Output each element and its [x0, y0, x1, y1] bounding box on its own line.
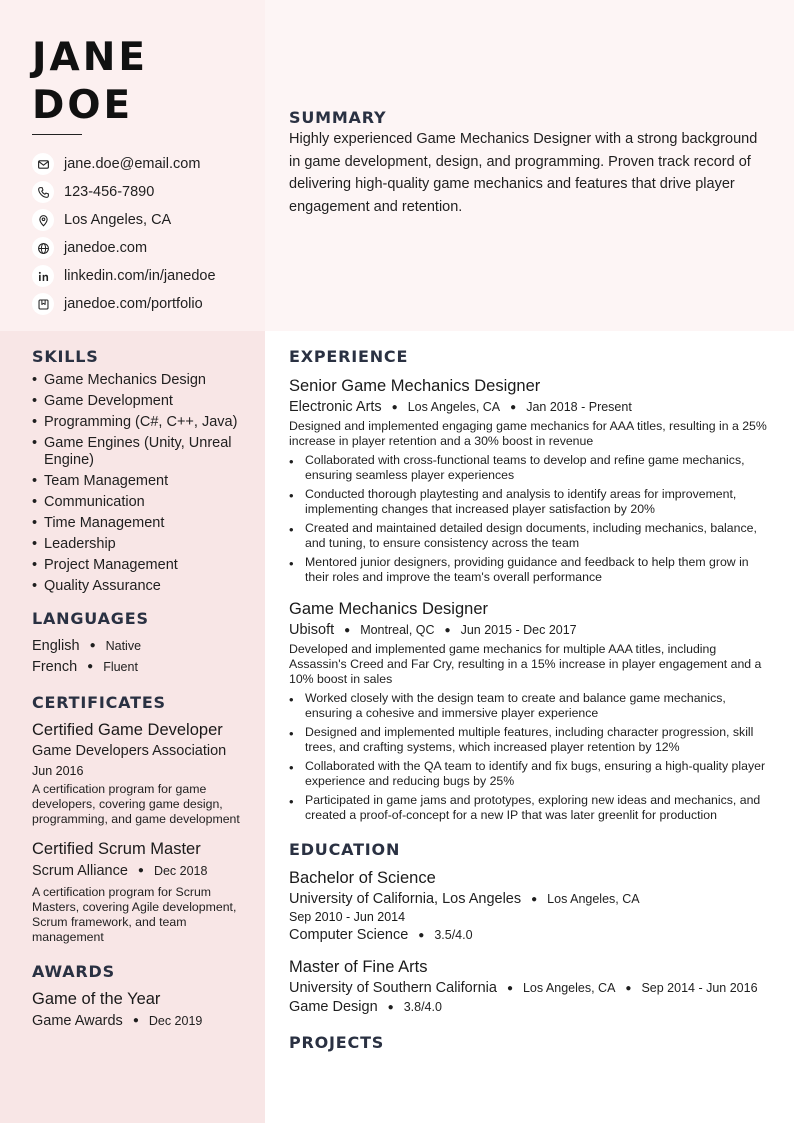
job-bullet: • Participated in game jams and prototypes, exploring new ideas and mechanics, and created a proof-of-concept for a new IP that was later greenlit for production	[289, 793, 773, 823]
skill-item: • Game Development	[32, 393, 247, 410]
contact-linkedin[interactable]	[32, 262, 257, 290]
job-description: Developed and implemented game mechanics for multiple AAA titles, including Assassin's Creed and Far Cry, resulting in a 15% increase in player engagement and a 10% boost in sales	[289, 642, 762, 686]
education-item	[289, 957, 773, 1015]
job-item	[289, 599, 773, 823]
certificate-desc: A certification program for Scrum Masters, covering Agile development, Scrum framework, and team management	[32, 885, 237, 944]
skill-item: • Team Management	[32, 473, 247, 490]
separator-dot: ●	[531, 893, 538, 905]
education-field-row	[289, 927, 773, 943]
contact-text: janedoe.com/portfolio	[64, 296, 203, 312]
certificate-meta	[32, 860, 247, 881]
location-icon	[32, 209, 54, 231]
contact-text: Los Angeles, CA	[64, 212, 172, 228]
education-field: Computer Science	[289, 927, 409, 943]
award-meta	[32, 1010, 247, 1031]
languages-heading: LANGUAGES	[32, 609, 149, 628]
education-dates: Sep 2010 - Jun 2014	[289, 910, 406, 924]
education-field: Game Design	[289, 999, 378, 1015]
separator-dot: ●	[132, 1015, 139, 1026]
language-item	[32, 656, 247, 677]
contact-email[interactable]	[32, 150, 257, 178]
skill-item: • Programming (C#, C++, Java)	[32, 414, 247, 431]
job-bullets	[289, 453, 773, 585]
language-name: French	[32, 658, 78, 675]
certificates-heading: CERTIFICATES	[32, 693, 166, 712]
job-bullet: • Worked closely with the design team to create and balance game mechanics, ensuring a cohesive and immersive player experience	[289, 691, 773, 721]
contact-text: jane.doe@email.com	[64, 156, 201, 172]
education-location: Los Angeles, CA	[547, 892, 640, 906]
separator-dot: ●	[506, 982, 513, 994]
skill-item: • Quality Assurance	[32, 578, 247, 595]
education-location: Los Angeles, CA	[522, 981, 616, 995]
job-meta	[289, 399, 773, 415]
candidate-name	[32, 34, 148, 130]
education-gpa: 3.5/4.0	[434, 928, 473, 942]
job-location: Montreal, QC	[360, 623, 435, 637]
separator-dot: ●	[625, 982, 632, 994]
award-date: Dec 2019	[148, 1013, 203, 1028]
phone-icon	[32, 181, 54, 203]
language-level: Fluent	[103, 659, 138, 674]
language-name: English	[32, 637, 80, 654]
projects-heading: PROJECTS	[289, 1033, 385, 1052]
contact-phone[interactable]	[32, 178, 257, 206]
separator-dot: ●	[344, 624, 351, 636]
job-bullet: • Mentored junior designers, providing guidance and feedback to help them grow in their roles and improve the team's overall performance	[289, 555, 773, 585]
education-degree: Master of Fine Arts	[289, 958, 428, 976]
job-meta	[289, 622, 773, 638]
contact-text: 123-456-7890	[64, 184, 155, 200]
separator-dot: ●	[418, 929, 425, 941]
job-bullet: • Designed and implemented multiple features, including character progression, skill trees, and crafting systems, which increased player retention by 12%	[289, 725, 773, 755]
skills-heading: SKILLS	[32, 347, 99, 366]
separator-dot: ●	[510, 401, 517, 413]
job-location: Los Angeles, CA	[407, 400, 501, 414]
skill-item: • Game Engines (Unity, Unreal Engine)	[32, 435, 247, 469]
skill-item: • Game Mechanics Design	[32, 372, 247, 389]
job-bullets	[289, 691, 773, 823]
skill-item: • Time Management	[32, 515, 247, 532]
job-item	[289, 376, 773, 585]
job-title: Senior Game Mechanics Designer	[289, 377, 541, 395]
left-column	[32, 347, 247, 1031]
education-meta	[289, 980, 773, 996]
education-degree: Bachelor of Science	[289, 869, 436, 887]
job-description: Designed and implemented engaging game mechanics for AAA titles, resulting in a 25% increase in player retention and a 30% boost in revenue	[289, 419, 767, 448]
job-bullet: • Conducted thorough playtesting and analysis to identify areas for improvement, implementing changes that increased player satisfaction by 20%	[289, 487, 773, 517]
language-item	[32, 635, 247, 656]
skills-list	[32, 372, 247, 595]
award-title: Game of the Year	[32, 990, 161, 1008]
separator-dot: ●	[391, 401, 398, 413]
job-dates: Jan 2018 - Present	[526, 400, 632, 414]
contact-website[interactable]	[32, 234, 257, 262]
contact-location	[32, 206, 257, 234]
separator-dot: ●	[444, 624, 451, 636]
separator-dot: ●	[87, 661, 94, 672]
contact-portfolio[interactable]	[32, 290, 257, 318]
certificate-date: Dec 2018	[153, 863, 208, 878]
education-heading: EDUCATION	[289, 840, 401, 859]
skill-item: • Leadership	[32, 536, 247, 553]
certificate-date: Jun 2016	[32, 764, 84, 778]
right-column	[289, 347, 773, 1052]
job-title: Game Mechanics Designer	[289, 600, 488, 618]
certificate-desc: A certification program for game developers, covering game design, programming, and game development	[32, 782, 240, 826]
award-item	[32, 989, 247, 1031]
education-meta	[289, 891, 773, 907]
certificate-item	[32, 839, 247, 945]
skill-item: • Communication	[32, 494, 247, 511]
certificate-org: Game Developers Association	[32, 743, 227, 759]
certificate-title: Certified Game Developer	[32, 721, 223, 739]
contact-list	[32, 150, 257, 318]
job-bullet: • Collaborated with cross-functional teams to develop and refine game mechanics, ensuring seamless player experiences	[289, 453, 773, 483]
experience-heading: EXPERIENCE	[289, 347, 409, 366]
language-level: Native	[105, 638, 142, 653]
education-field-row	[289, 999, 773, 1015]
certificate-item	[32, 720, 247, 827]
job-company: Ubisoft	[289, 622, 335, 638]
education-item	[289, 868, 773, 943]
separator-dot: ●	[387, 1001, 394, 1013]
skill-item: • Project Management	[32, 557, 247, 574]
education-school: University of California, Los Angeles	[289, 891, 522, 907]
job-bullet: • Created and maintained detailed design documents, including mechanics, balance, and tuning, to ensure consistency across the team	[289, 521, 773, 551]
globe-icon	[32, 237, 54, 259]
education-dates: Sep 2014 - Jun 2016	[641, 981, 758, 995]
linkedin-icon	[32, 265, 54, 287]
education-gpa: 3.8/4.0	[403, 1000, 442, 1014]
languages-list	[32, 635, 247, 677]
job-dates: Jun 2015 - Dec 2017	[460, 623, 577, 637]
email-icon	[32, 153, 54, 175]
award-org: Game Awards	[32, 1012, 123, 1029]
contact-text: linkedin.com/in/janedoe	[64, 268, 216, 284]
summary-heading: SUMMARY	[289, 108, 387, 127]
separator-dot: ●	[137, 865, 144, 876]
job-bullet: • Collaborated with the QA team to identify and fix bugs, ensuring a high-quality player experience and reducing bugs by 25%	[289, 759, 773, 789]
certificate-title: Certified Scrum Master	[32, 840, 201, 858]
separator-dot: ●	[89, 640, 96, 651]
contact-text: janedoe.com	[64, 240, 148, 256]
certificate-org: Scrum Alliance	[32, 862, 128, 879]
name-divider	[32, 134, 82, 135]
education-school: University of Southern California	[289, 980, 497, 996]
last-name: DOE	[32, 83, 134, 128]
first-name: JANE	[32, 35, 148, 80]
awards-heading: AWARDS	[32, 962, 115, 981]
portfolio-icon	[32, 293, 54, 315]
job-company: Electronic Arts	[289, 399, 382, 415]
summary-text: Highly experienced Game Mechanics Designer with a strong background in game development, design, and programming. Proven track record of delivering high-quality game mechanics and features that drive player engagement and retention.	[289, 131, 758, 215]
